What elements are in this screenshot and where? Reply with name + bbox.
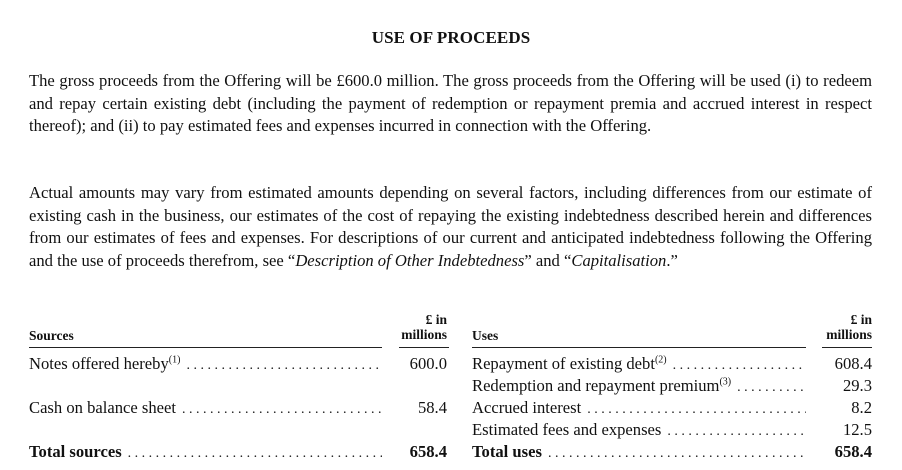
table-row-total xyxy=(29,441,382,463)
unit-line-2: millions xyxy=(401,327,447,342)
leader-dots xyxy=(737,377,806,399)
row-label: Accrued interest xyxy=(472,398,582,417)
table-row xyxy=(29,397,382,419)
uses-header: Uses xyxy=(472,328,499,343)
leader-dots xyxy=(128,443,382,465)
table-row-total xyxy=(472,441,806,463)
row-label: Cash on balance sheet xyxy=(29,398,176,417)
reference-capitalisation: Capitalisation xyxy=(571,250,667,270)
table-row xyxy=(472,375,806,397)
row-label: Notes offered hereby$^{(1)}$ xyxy=(29,354,181,373)
row-value: 658.4 xyxy=(409,442,447,461)
paragraph-text-b: ” and “ xyxy=(524,250,572,270)
sources-unit-rule xyxy=(399,347,449,348)
leader-dots xyxy=(587,399,806,421)
sources-header: Sources xyxy=(29,328,74,343)
row-label: Total sources xyxy=(29,442,122,461)
row-value: 608.4 xyxy=(834,354,872,373)
row-value: 600.0 xyxy=(409,354,447,373)
paragraph-text-a: Actual amounts may vary from estimated amounts depending on several factors, including differences from our estimate of existing cash in the business, our estimates of the cost of repaying the existing indebtedness described herein and differences from our estimates of fees and expenses. For descriptions of our current and anticipated indebtedness following the Offering and the use of proceeds therefrom, see “ xyxy=(29,183,872,270)
leader-dots xyxy=(186,355,382,377)
row-value: 8.2 xyxy=(851,398,872,417)
leader-dots xyxy=(548,443,806,465)
unit-line-1: £ in xyxy=(850,312,872,327)
reference-other-indebtedness: Description of Other Indebtedness xyxy=(295,250,525,270)
leader-dots xyxy=(673,355,806,377)
row-value: 58.4 xyxy=(417,398,447,417)
paragraph-gross-proceeds: The gross proceeds from the Offering will be £600.0 million. The gross proceeds from the Offering will be used (i) to redeem and repay certain existing debt (including the payment of redemption or repayment premia and accrued interest in respect thereof); and (ii) to pay estimated fees and expenses incurred in connection with the Offering. xyxy=(29,71,872,136)
table-row xyxy=(472,397,806,419)
row-label: Total uses xyxy=(472,442,542,461)
uses-header-rule xyxy=(472,347,806,348)
table-row xyxy=(472,419,806,441)
section-title: USE OF PROCEEDS xyxy=(371,28,531,47)
leader-dots xyxy=(667,421,806,443)
uses-unit-rule xyxy=(822,347,872,348)
paragraph-text-c: .” xyxy=(666,250,678,270)
table-row xyxy=(472,353,806,375)
uses-unit-header xyxy=(812,312,872,342)
row-label: Redemption and repayment premium$^{(3)}$ xyxy=(472,376,732,395)
sources-header-rule xyxy=(29,347,382,348)
sources-unit-header xyxy=(387,312,447,342)
row-value: 658.4 xyxy=(834,442,872,461)
row-label: Repayment of existing debt$^{(2)}$ xyxy=(472,354,667,373)
row-value: 29.3 xyxy=(842,376,872,395)
row-label: Estimated fees and expenses xyxy=(472,420,662,439)
row-value: 12.5 xyxy=(842,420,872,439)
table-row xyxy=(29,353,382,375)
unit-line-2: millions xyxy=(826,327,872,342)
paragraph-actual-amounts xyxy=(29,182,872,272)
unit-line-1: £ in xyxy=(425,312,447,327)
leader-dots xyxy=(182,399,382,421)
